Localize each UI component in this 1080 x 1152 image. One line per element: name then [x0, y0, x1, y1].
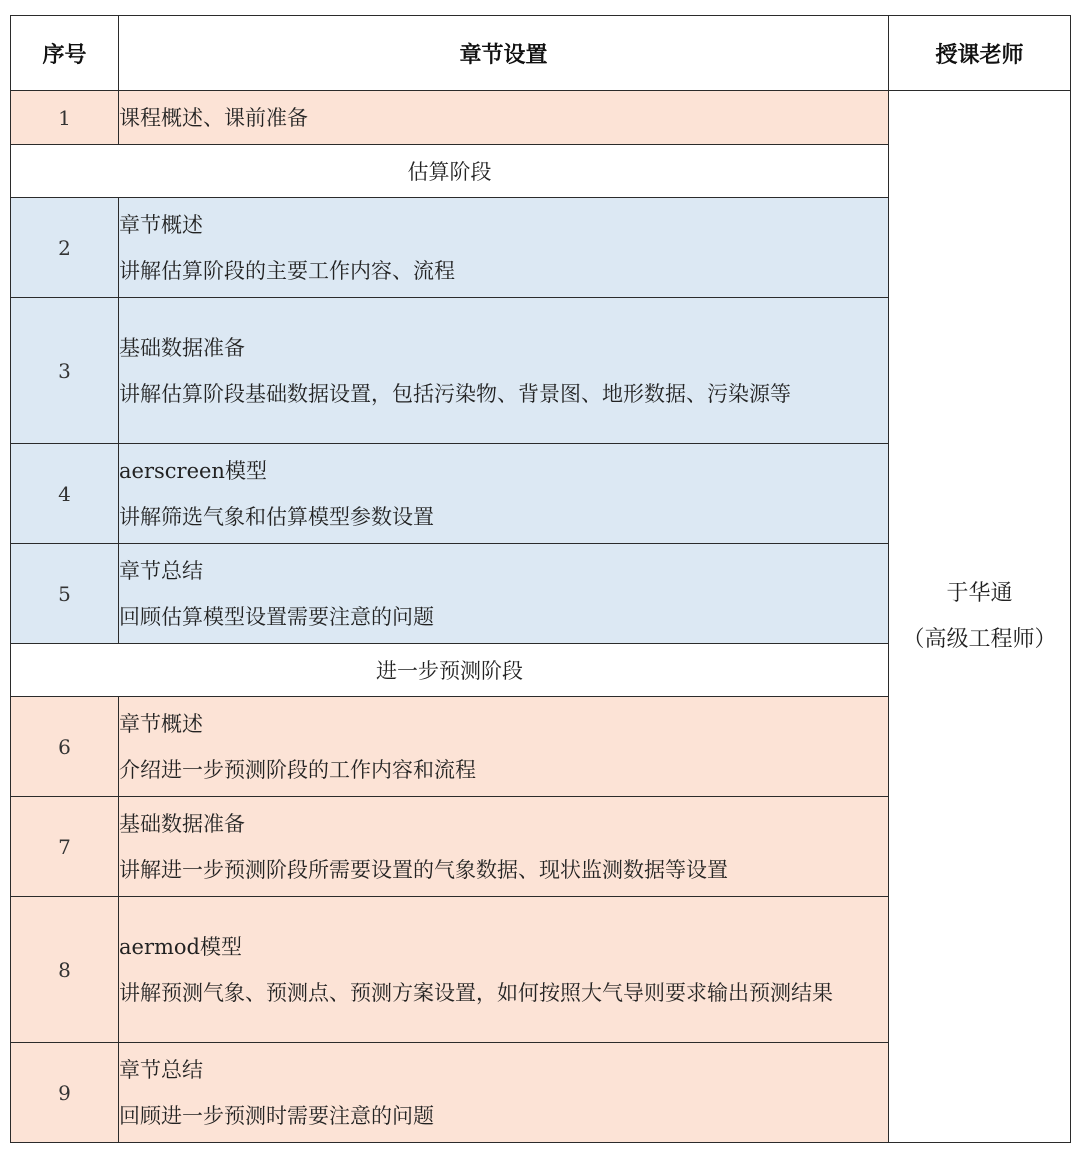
- row-description: 回顾估算模型设置需要注意的问题: [119, 604, 434, 629]
- header-row: [11, 16, 1071, 91]
- course-schedule-table: [10, 15, 1071, 1143]
- row-content: [119, 697, 889, 797]
- header-number: 序号: [11, 16, 119, 91]
- row-title: 章节概述: [119, 711, 203, 736]
- row-content: [119, 298, 889, 444]
- row-content: [119, 444, 889, 544]
- row-title: 章节总结: [119, 558, 203, 583]
- row-number: 2: [11, 198, 119, 298]
- table-row: [11, 91, 1071, 145]
- row-title: 基础数据准备: [119, 811, 245, 836]
- row-number: 3: [11, 298, 119, 444]
- teacher-name: 于华通: [946, 580, 1013, 606]
- row-description: 讲解估算阶段基础数据设置，包括污染物、背景图、地形数据、污染源等: [119, 381, 791, 406]
- row-title: aermod模型: [119, 934, 242, 959]
- row-description: 讲解估算阶段的主要工作内容、流程: [119, 258, 455, 283]
- phase-label: 进一步预测阶段: [11, 644, 889, 697]
- row-content: [119, 1043, 889, 1143]
- row-number: 9: [11, 1043, 119, 1143]
- row-number: 1: [11, 91, 119, 145]
- phase-label: 估算阶段: [11, 145, 889, 198]
- teacher-title: （高级工程师）: [902, 626, 1057, 652]
- row-content: [119, 91, 889, 145]
- row-number: 8: [11, 897, 119, 1043]
- row-number: 7: [11, 797, 119, 897]
- row-description: 介绍进一步预测阶段的工作内容和流程: [119, 757, 476, 782]
- row-description: 回顾进一步预测时需要注意的问题: [119, 1103, 434, 1128]
- row-content: [119, 797, 889, 897]
- header-teacher: 授课老师: [889, 16, 1071, 91]
- row-content: [119, 544, 889, 644]
- row-title: 章节概述: [119, 212, 203, 237]
- row-description: 讲解预测气象、预测点、预测方案设置，如何按照大气导则要求输出预测结果: [119, 980, 833, 1005]
- row-content: [119, 198, 889, 298]
- row-description: 讲解进一步预测阶段所需要设置的气象数据、现状监测数据等设置: [119, 857, 728, 882]
- row-number: 4: [11, 444, 119, 544]
- row-title: 章节总结: [119, 1057, 203, 1082]
- row-number: 5: [11, 544, 119, 644]
- row-title: 课程概述、课前准备: [119, 105, 308, 130]
- row-title: aerscreen模型: [119, 458, 267, 483]
- header-chapter: 章节设置: [119, 16, 889, 91]
- teacher-cell: [889, 91, 1071, 1143]
- row-content: [119, 897, 889, 1043]
- row-title: 基础数据准备: [119, 335, 245, 360]
- row-description: 讲解筛选气象和估算模型参数设置: [119, 504, 434, 529]
- row-number: 6: [11, 697, 119, 797]
